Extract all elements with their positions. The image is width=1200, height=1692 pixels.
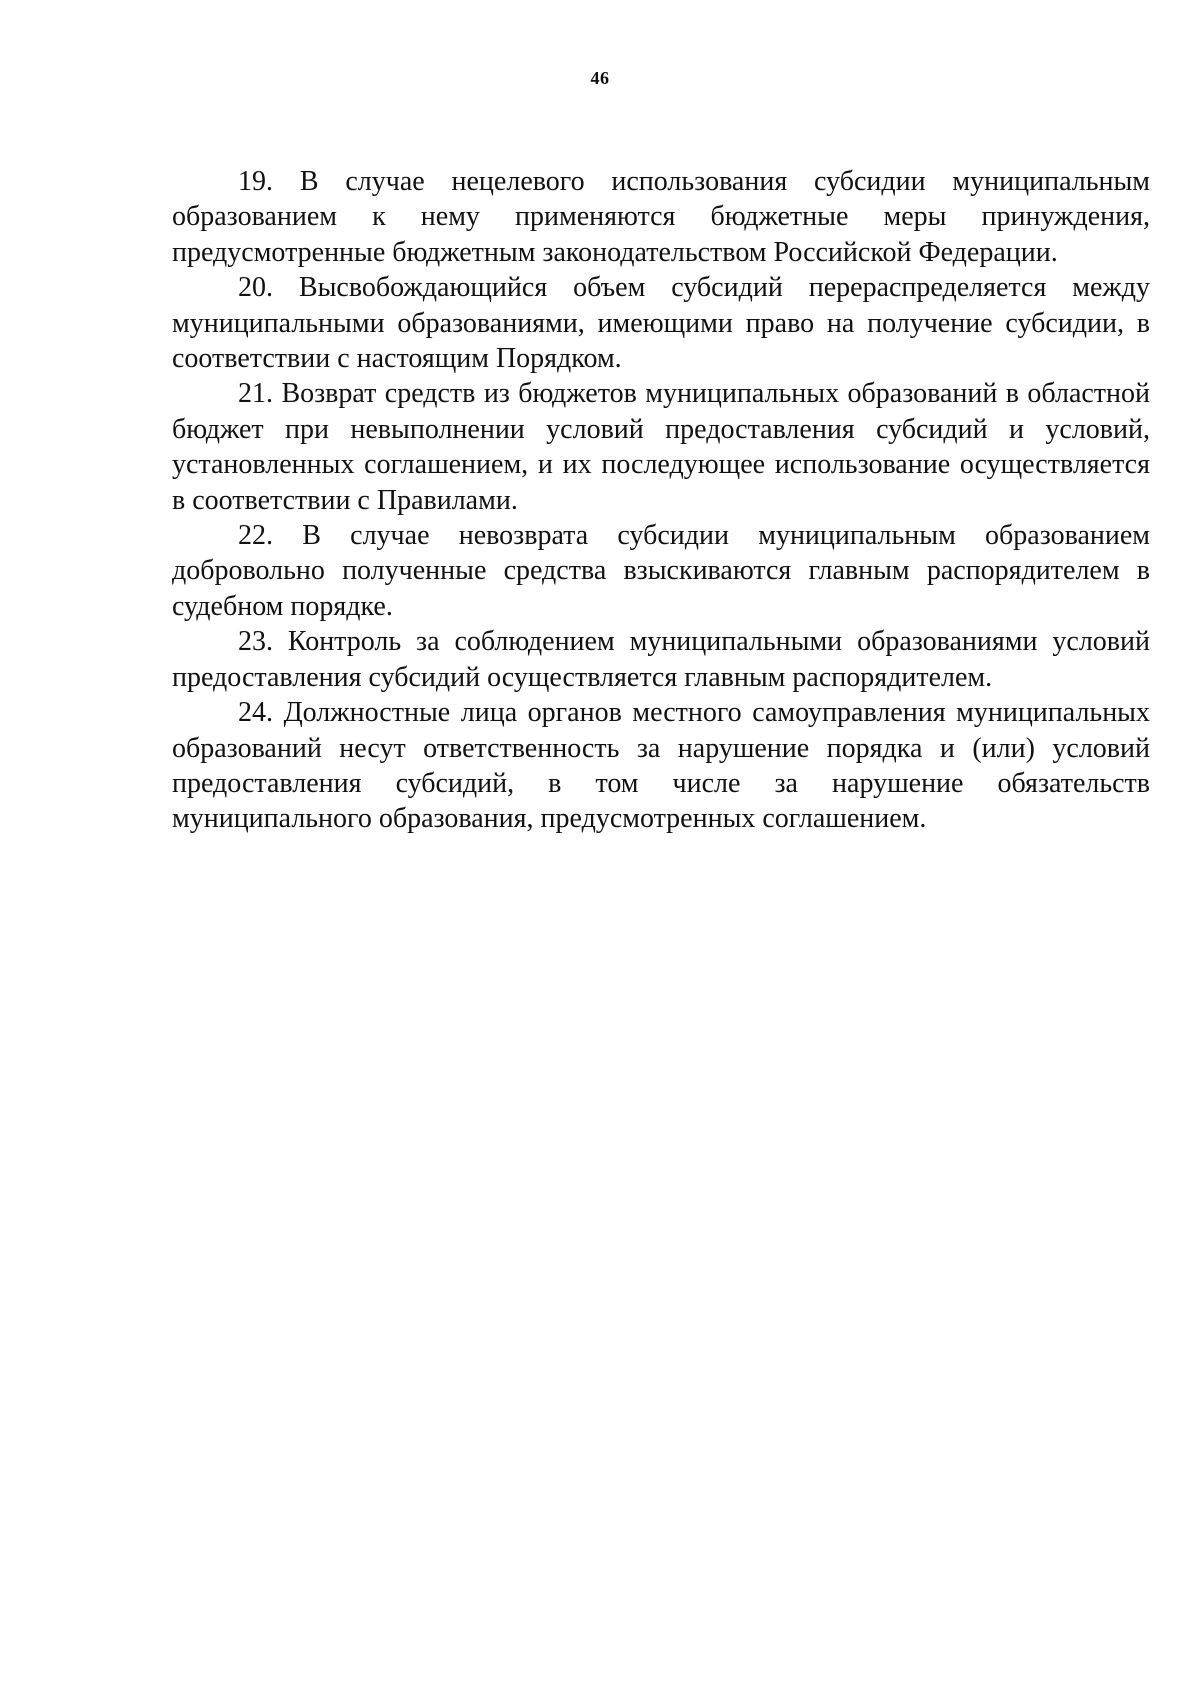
paragraph-22: 22. В случае невозврата субсидии муниципальным образованием добровольно полученные средства взыскиваются главным распорядителем в судебном порядке.	[172, 520, 1150, 622]
document-body	[172, 164, 1150, 837]
paragraph-21: 21. Возврат средств из бюджетов муниципальных образований в областной бюджет при невыполнении условий предоставления субсидий и условий, установленных соглашением, и их последующее использование осуществляется в соответствии с Правилами.	[172, 378, 1150, 516]
paragraph-23: 23. Контроль за соблюдением муниципальными образованиями условий предоставления субсидий осуществляется главным распорядителем.	[172, 626, 1150, 693]
paragraph-20: 20. Высвобождающийся объем субсидий перераспределяется между муниципальными образованиями, имеющими право на получение субсидии, в соответствии с настоящим Порядком.	[172, 272, 1150, 375]
paragraph-24: 24. Должностные лица органов местного самоуправления муниципальных образований несут ответственность за нарушение порядка и (или) условий предоставления субсидий, в том числе за нарушение обязательств муниципального образования, предусмотренных соглашением.	[172, 697, 1150, 835]
page-number: 46	[590, 68, 610, 88]
paragraph-19: 19. В случае нецелевого использования субсидии муниципальным образованием к нему применяются бюджетные меры принуждения, предусмотренные бюджетным законодательством Российской Федерации.	[172, 166, 1150, 268]
